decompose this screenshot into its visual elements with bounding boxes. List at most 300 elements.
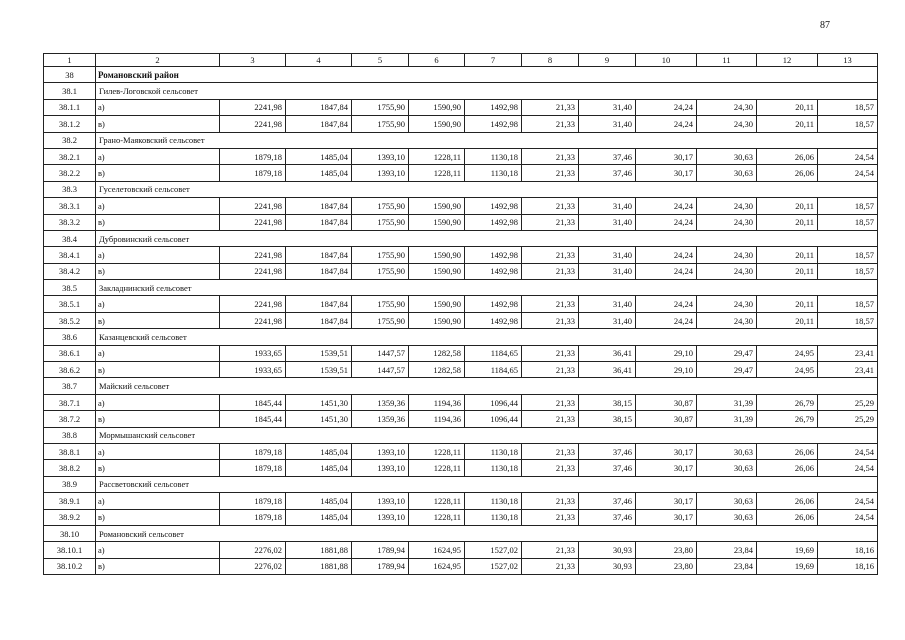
row-value: 18,57 [818, 296, 878, 312]
row-value: 19,69 [757, 542, 818, 558]
row-id: 38.5.1 [44, 296, 96, 312]
row-value: 29,10 [636, 362, 697, 378]
row-value: 1130,18 [465, 148, 522, 164]
row-category: а) [96, 443, 220, 459]
row-value: 24,30 [697, 214, 757, 230]
table-row [44, 362, 878, 378]
row-value: 1879,18 [220, 493, 286, 509]
row-value: 24,30 [697, 312, 757, 328]
row-value: 1485,04 [286, 493, 352, 509]
row-value: 1228,11 [409, 165, 465, 181]
row-value: 1228,11 [409, 509, 465, 525]
row-value: 1492,98 [465, 263, 522, 279]
settlement-name: Романовский сельсовет [96, 525, 878, 541]
settlement-name: Гилев-Логовской сельсовет [96, 83, 878, 99]
settlement-row [44, 181, 878, 197]
row-value: 37,46 [579, 460, 636, 476]
section-id: 38.8 [44, 427, 96, 443]
row-value: 20,11 [757, 99, 818, 115]
row-value: 1590,90 [409, 116, 465, 132]
row-value: 1228,11 [409, 443, 465, 459]
settlement-row [44, 329, 878, 345]
row-value: 20,11 [757, 198, 818, 214]
row-id: 38.8.2 [44, 460, 96, 476]
row-value: 20,11 [757, 214, 818, 230]
row-value: 1492,98 [465, 99, 522, 115]
row-category: а) [96, 148, 220, 164]
row-category: а) [96, 198, 220, 214]
row-value: 24,30 [697, 296, 757, 312]
settlement-row [44, 230, 878, 246]
row-value: 31,39 [697, 394, 757, 410]
row-category: а) [96, 247, 220, 263]
column-number: 5 [352, 54, 409, 67]
row-value: 24,24 [636, 198, 697, 214]
row-value: 1590,90 [409, 214, 465, 230]
row-value: 37,46 [579, 148, 636, 164]
column-number: 7 [465, 54, 522, 67]
row-id: 38.10.2 [44, 558, 96, 574]
row-id: 38.3.1 [44, 198, 96, 214]
row-value: 30,63 [697, 509, 757, 525]
row-value: 1847,84 [286, 263, 352, 279]
row-value: 30,63 [697, 460, 757, 476]
table-row [44, 509, 878, 525]
table-row [44, 214, 878, 230]
settlement-name: Казанцевский сельсовет [96, 329, 878, 345]
row-category: в) [96, 411, 220, 427]
table-row [44, 296, 878, 312]
row-value: 1485,04 [286, 443, 352, 459]
row-value: 26,06 [757, 509, 818, 525]
row-id: 38.7.2 [44, 411, 96, 427]
row-value: 21,33 [522, 542, 579, 558]
section-id: 38.9 [44, 476, 96, 492]
row-value: 26,06 [757, 493, 818, 509]
row-value: 18,16 [818, 542, 878, 558]
row-category: в) [96, 312, 220, 328]
row-value: 1755,90 [352, 214, 409, 230]
row-value: 25,29 [818, 411, 878, 427]
row-value: 21,33 [522, 460, 579, 476]
settlement-row [44, 476, 878, 492]
section-id: 38.3 [44, 181, 96, 197]
row-id: 38.1.1 [44, 99, 96, 115]
row-value: 1881,88 [286, 558, 352, 574]
row-value: 24,24 [636, 296, 697, 312]
row-value: 1228,11 [409, 460, 465, 476]
row-category: в) [96, 558, 220, 574]
row-value: 24,30 [697, 116, 757, 132]
row-category: в) [96, 116, 220, 132]
settlement-row [44, 525, 878, 541]
row-value: 21,33 [522, 493, 579, 509]
row-value: 24,95 [757, 345, 818, 361]
row-value: 36,41 [579, 362, 636, 378]
column-number: 9 [579, 54, 636, 67]
table-row [44, 558, 878, 574]
settlement-row [44, 83, 878, 99]
row-value: 1393,10 [352, 443, 409, 459]
row-value: 20,11 [757, 116, 818, 132]
row-value: 21,33 [522, 443, 579, 459]
section-id: 38 [44, 67, 96, 83]
row-value: 21,33 [522, 509, 579, 525]
row-value: 31,40 [579, 198, 636, 214]
row-id: 38.9.2 [44, 509, 96, 525]
row-value: 21,33 [522, 296, 579, 312]
row-value: 38,15 [579, 411, 636, 427]
row-value: 30,63 [697, 493, 757, 509]
row-category: а) [96, 493, 220, 509]
row-value: 21,33 [522, 214, 579, 230]
row-value: 21,33 [522, 345, 579, 361]
district-name: Романовский район [96, 67, 878, 83]
table-row [44, 394, 878, 410]
row-value: 21,33 [522, 99, 579, 115]
section-id: 38.10 [44, 525, 96, 541]
row-value: 1590,90 [409, 198, 465, 214]
table-row [44, 263, 878, 279]
row-value: 23,84 [697, 558, 757, 574]
row-value: 1096,44 [465, 411, 522, 427]
row-category: а) [96, 542, 220, 558]
row-value: 1228,11 [409, 148, 465, 164]
row-value: 1879,18 [220, 165, 286, 181]
row-value: 1755,90 [352, 312, 409, 328]
column-number: 4 [286, 54, 352, 67]
row-value: 1845,44 [220, 394, 286, 410]
row-value: 1789,94 [352, 542, 409, 558]
row-value: 18,57 [818, 247, 878, 263]
row-value: 24,95 [757, 362, 818, 378]
row-value: 24,24 [636, 247, 697, 263]
table-row [44, 542, 878, 558]
row-value: 1492,98 [465, 116, 522, 132]
row-value: 23,80 [636, 558, 697, 574]
row-value: 26,79 [757, 394, 818, 410]
row-value: 24,24 [636, 99, 697, 115]
row-value: 1624,95 [409, 558, 465, 574]
row-value: 31,40 [579, 99, 636, 115]
row-value: 1485,04 [286, 165, 352, 181]
row-value: 37,46 [579, 165, 636, 181]
row-value: 1847,84 [286, 214, 352, 230]
row-value: 2276,02 [220, 542, 286, 558]
row-value: 19,69 [757, 558, 818, 574]
settlement-row [44, 132, 878, 148]
row-value: 1847,84 [286, 296, 352, 312]
row-value: 1879,18 [220, 460, 286, 476]
row-value: 24,24 [636, 263, 697, 279]
row-value: 1624,95 [409, 542, 465, 558]
row-value: 1393,10 [352, 460, 409, 476]
row-value: 1847,84 [286, 99, 352, 115]
row-value: 2241,98 [220, 312, 286, 328]
row-value: 1184,65 [465, 345, 522, 361]
row-category: а) [96, 296, 220, 312]
row-value: 31,40 [579, 296, 636, 312]
row-value: 31,40 [579, 247, 636, 263]
table-row [44, 165, 878, 181]
row-value: 1539,51 [286, 362, 352, 378]
row-value: 1485,04 [286, 148, 352, 164]
row-value: 31,40 [579, 263, 636, 279]
row-value: 21,33 [522, 116, 579, 132]
row-value: 26,06 [757, 460, 818, 476]
row-value: 24,30 [697, 99, 757, 115]
section-id: 38.4 [44, 230, 96, 246]
row-value: 1755,90 [352, 296, 409, 312]
row-value: 18,57 [818, 198, 878, 214]
row-value: 30,93 [579, 542, 636, 558]
settlement-name: Мормышанский сельсовет [96, 427, 878, 443]
row-value: 1847,84 [286, 312, 352, 328]
row-value: 29,47 [697, 362, 757, 378]
section-id: 38.6 [44, 329, 96, 345]
row-value: 30,17 [636, 443, 697, 459]
row-value: 21,33 [522, 198, 579, 214]
column-number: 8 [522, 54, 579, 67]
row-value: 1359,36 [352, 394, 409, 410]
row-value: 26,06 [757, 165, 818, 181]
row-category: а) [96, 394, 220, 410]
row-value: 1847,84 [286, 116, 352, 132]
row-value: 30,93 [579, 558, 636, 574]
row-value: 2241,98 [220, 263, 286, 279]
row-value: 1130,18 [465, 493, 522, 509]
row-value: 30,63 [697, 165, 757, 181]
table-row [44, 148, 878, 164]
row-category: в) [96, 509, 220, 525]
row-value: 25,29 [818, 394, 878, 410]
row-value: 37,46 [579, 443, 636, 459]
row-value: 2241,98 [220, 198, 286, 214]
row-value: 1933,65 [220, 345, 286, 361]
row-value: 1130,18 [465, 460, 522, 476]
row-value: 18,57 [818, 214, 878, 230]
table-row [44, 443, 878, 459]
row-value: 1755,90 [352, 99, 409, 115]
row-value: 1527,02 [465, 542, 522, 558]
row-value: 1096,44 [465, 394, 522, 410]
row-category: а) [96, 99, 220, 115]
row-value: 24,30 [697, 247, 757, 263]
section-id: 38.1 [44, 83, 96, 99]
row-value: 24,54 [818, 165, 878, 181]
row-id: 38.2.2 [44, 165, 96, 181]
row-value: 20,11 [757, 312, 818, 328]
row-value: 21,33 [522, 394, 579, 410]
row-value: 1789,94 [352, 558, 409, 574]
row-value: 1194,36 [409, 394, 465, 410]
row-value: 1539,51 [286, 345, 352, 361]
row-value: 1879,18 [220, 443, 286, 459]
row-category: в) [96, 460, 220, 476]
row-value: 30,17 [636, 509, 697, 525]
row-value: 31,40 [579, 116, 636, 132]
table-row [44, 198, 878, 214]
row-value: 1393,10 [352, 493, 409, 509]
row-value: 1485,04 [286, 509, 352, 525]
row-value: 23,41 [818, 345, 878, 361]
table-row [44, 411, 878, 427]
row-value: 2276,02 [220, 558, 286, 574]
row-value: 1755,90 [352, 263, 409, 279]
row-value: 24,54 [818, 493, 878, 509]
row-value: 1879,18 [220, 509, 286, 525]
row-value: 26,79 [757, 411, 818, 427]
row-value: 29,10 [636, 345, 697, 361]
row-id: 38.7.1 [44, 394, 96, 410]
settlement-name: Дубровинский сельсовет [96, 230, 878, 246]
row-id: 38.1.2 [44, 116, 96, 132]
settlement-row [44, 280, 878, 296]
table-row [44, 460, 878, 476]
row-value: 2241,98 [220, 214, 286, 230]
row-id: 38.3.2 [44, 214, 96, 230]
row-value: 1755,90 [352, 198, 409, 214]
row-value: 1845,44 [220, 411, 286, 427]
row-value: 1447,57 [352, 362, 409, 378]
row-value: 1527,02 [465, 558, 522, 574]
row-value: 1130,18 [465, 443, 522, 459]
settlement-name: Рассветовский сельсовет [96, 476, 878, 492]
row-id: 38.2.1 [44, 148, 96, 164]
row-value: 1393,10 [352, 165, 409, 181]
row-id: 38.4.2 [44, 263, 96, 279]
row-value: 24,54 [818, 443, 878, 459]
row-value: 20,11 [757, 296, 818, 312]
table-row [44, 493, 878, 509]
settlement-name: Грано-Маяковский сельсовет [96, 132, 878, 148]
row-value: 1881,88 [286, 542, 352, 558]
row-id: 38.4.1 [44, 247, 96, 263]
section-id: 38.2 [44, 132, 96, 148]
section-id: 38.5 [44, 280, 96, 296]
row-value: 30,17 [636, 165, 697, 181]
row-category: в) [96, 362, 220, 378]
row-value: 30,87 [636, 411, 697, 427]
row-value: 1393,10 [352, 509, 409, 525]
table-row [44, 345, 878, 361]
row-value: 24,54 [818, 460, 878, 476]
row-value: 1451,30 [286, 411, 352, 427]
row-value: 1879,18 [220, 148, 286, 164]
row-category: в) [96, 214, 220, 230]
row-value: 2241,98 [220, 99, 286, 115]
row-value: 1393,10 [352, 148, 409, 164]
row-value: 24,24 [636, 312, 697, 328]
page-number: 87 [820, 20, 830, 31]
table-row [44, 312, 878, 328]
column-number: 10 [636, 54, 697, 67]
row-value: 1184,65 [465, 362, 522, 378]
settlement-name: Майский сельсовет [96, 378, 878, 394]
row-value: 18,57 [818, 312, 878, 328]
row-category: в) [96, 263, 220, 279]
row-value: 23,84 [697, 542, 757, 558]
row-value: 30,17 [636, 460, 697, 476]
row-value: 21,33 [522, 411, 579, 427]
row-value: 1590,90 [409, 247, 465, 263]
row-value: 1447,57 [352, 345, 409, 361]
row-id: 38.9.1 [44, 493, 96, 509]
row-value: 23,80 [636, 542, 697, 558]
row-value: 1228,11 [409, 493, 465, 509]
section-id: 38.7 [44, 378, 96, 394]
row-value: 1492,98 [465, 312, 522, 328]
row-value: 36,41 [579, 345, 636, 361]
table-row [44, 116, 878, 132]
row-value: 31,40 [579, 214, 636, 230]
row-value: 24,54 [818, 148, 878, 164]
column-number-row [44, 54, 878, 67]
row-value: 24,24 [636, 214, 697, 230]
column-number: 1 [44, 54, 96, 67]
row-value: 1282,58 [409, 362, 465, 378]
column-number: 12 [757, 54, 818, 67]
row-value: 1590,90 [409, 312, 465, 328]
row-value: 31,39 [697, 411, 757, 427]
settlement-name: Гуселетовский сельсовет [96, 181, 878, 197]
row-value: 1492,98 [465, 247, 522, 263]
row-value: 23,41 [818, 362, 878, 378]
row-value: 1485,04 [286, 460, 352, 476]
row-value: 18,57 [818, 263, 878, 279]
row-value: 24,30 [697, 198, 757, 214]
row-id: 38.5.2 [44, 312, 96, 328]
row-value: 1590,90 [409, 296, 465, 312]
row-value: 2241,98 [220, 296, 286, 312]
row-value: 2241,98 [220, 247, 286, 263]
row-id: 38.6.2 [44, 362, 96, 378]
row-value: 1847,84 [286, 247, 352, 263]
column-number: 2 [96, 54, 220, 67]
row-value: 1933,65 [220, 362, 286, 378]
row-category: а) [96, 345, 220, 361]
row-id: 38.10.1 [44, 542, 96, 558]
settlement-name: Закладнинский сельсовет [96, 280, 878, 296]
row-value: 20,11 [757, 247, 818, 263]
settlement-row [44, 378, 878, 394]
row-value: 1492,98 [465, 214, 522, 230]
row-value: 29,47 [697, 345, 757, 361]
row-value: 1451,30 [286, 394, 352, 410]
row-value: 30,17 [636, 493, 697, 509]
row-value: 1282,58 [409, 345, 465, 361]
row-value: 21,33 [522, 263, 579, 279]
column-number: 3 [220, 54, 286, 67]
row-id: 38.6.1 [44, 345, 96, 361]
row-value: 1590,90 [409, 263, 465, 279]
row-value: 21,33 [522, 148, 579, 164]
row-value: 30,63 [697, 443, 757, 459]
column-number: 11 [697, 54, 757, 67]
row-value: 24,24 [636, 116, 697, 132]
row-value: 31,40 [579, 312, 636, 328]
row-id: 38.8.1 [44, 443, 96, 459]
row-value: 37,46 [579, 493, 636, 509]
row-value: 24,30 [697, 263, 757, 279]
row-value: 18,57 [818, 116, 878, 132]
row-value: 1130,18 [465, 165, 522, 181]
row-value: 2241,98 [220, 116, 286, 132]
row-category: в) [96, 165, 220, 181]
row-value: 1194,36 [409, 411, 465, 427]
row-value: 26,06 [757, 148, 818, 164]
row-value: 1755,90 [352, 247, 409, 263]
